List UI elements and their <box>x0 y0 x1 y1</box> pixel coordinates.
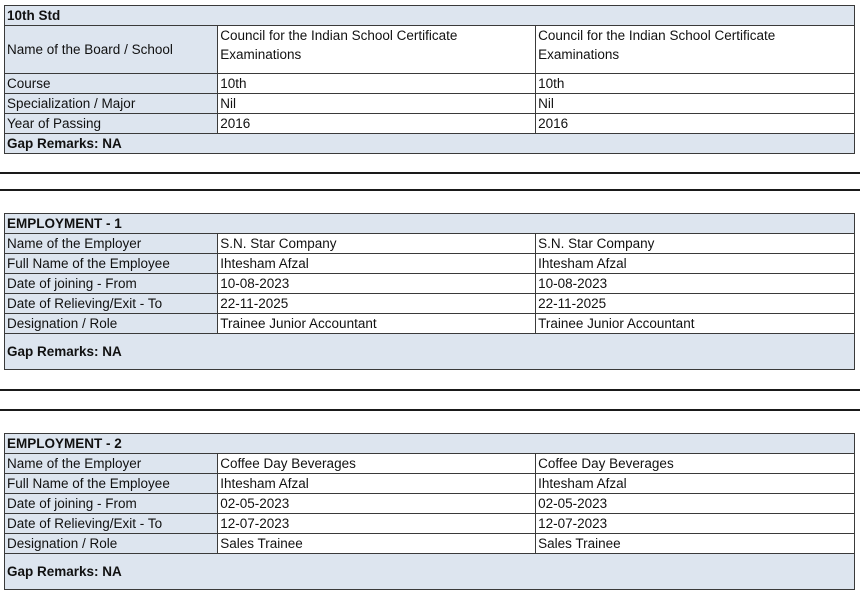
row-value-1: 10-08-2023 <box>218 274 536 294</box>
row-value-2: Ihtesham Afzal <box>536 474 855 494</box>
employment-2-table <box>4 433 855 590</box>
row-label: Year of Passing <box>5 114 218 134</box>
row-value-1: 22-11-2025 <box>218 294 536 314</box>
row-value-1: 10th <box>218 74 536 94</box>
gap-remarks: Gap Remarks: NA <box>5 334 855 370</box>
divider <box>0 409 860 411</box>
section-title: EMPLOYMENT - 2 <box>5 434 855 454</box>
row-label: Designation / Role <box>5 534 218 554</box>
gap-remarks: Gap Remarks: NA <box>5 134 855 154</box>
row-value-1: Ihtesham Afzal <box>218 254 536 274</box>
row-value-1: Coffee Day Beverages <box>218 454 536 474</box>
divider <box>0 389 860 391</box>
row-label: Date of Relieving/Exit - To <box>5 294 218 314</box>
row-value-2: 2016 <box>536 114 855 134</box>
row-label: Name of the Board / School <box>5 26 218 74</box>
row-value-2: Nil <box>536 94 855 114</box>
row-label: Specialization / Major <box>5 94 218 114</box>
row-value-1: Nil <box>218 94 536 114</box>
row-value-2: 12-07-2023 <box>536 514 855 534</box>
row-label: Full Name of the Employee <box>5 474 218 494</box>
row-value-2: Sales Trainee <box>536 534 855 554</box>
row-value-1: S.N. Star Company <box>218 234 536 254</box>
row-value-1: 2016 <box>218 114 536 134</box>
row-label: Course <box>5 74 218 94</box>
row-label: Name of the Employer <box>5 454 218 474</box>
row-value-2: Council for the Indian School Certificate Examinations <box>536 26 855 74</box>
section-title: EMPLOYMENT - 1 <box>5 214 855 234</box>
row-value-1: Sales Trainee <box>218 534 536 554</box>
row-value-1: 02-05-2023 <box>218 494 536 514</box>
row-label: Name of the Employer <box>5 234 218 254</box>
row-label: Date of joining - From <box>5 274 218 294</box>
row-label: Full Name of the Employee <box>5 254 218 274</box>
row-value-2: Trainee Junior Accountant <box>536 314 855 334</box>
row-value-1: Trainee Junior Accountant <box>218 314 536 334</box>
row-value-2: 10-08-2023 <box>536 274 855 294</box>
row-value-2: 22-11-2025 <box>536 294 855 314</box>
divider <box>0 172 860 174</box>
section-title: 10th Std <box>5 6 855 26</box>
row-label: Date of joining - From <box>5 494 218 514</box>
row-value-1: Council for the Indian School Certificate Examinations <box>218 26 536 74</box>
row-value-2: Coffee Day Beverages <box>536 454 855 474</box>
row-value-2: Ihtesham Afzal <box>536 254 855 274</box>
divider <box>0 189 860 191</box>
gap-remarks: Gap Remarks: NA <box>5 554 855 590</box>
row-value-1: 12-07-2023 <box>218 514 536 534</box>
row-value-2: S.N. Star Company <box>536 234 855 254</box>
employment-1-table <box>4 213 855 370</box>
row-value-1: Ihtesham Afzal <box>218 474 536 494</box>
education-10th-table <box>4 5 855 154</box>
row-value-2: 10th <box>536 74 855 94</box>
row-label: Date of Relieving/Exit - To <box>5 514 218 534</box>
row-label: Designation / Role <box>5 314 218 334</box>
row-value-2: 02-05-2023 <box>536 494 855 514</box>
